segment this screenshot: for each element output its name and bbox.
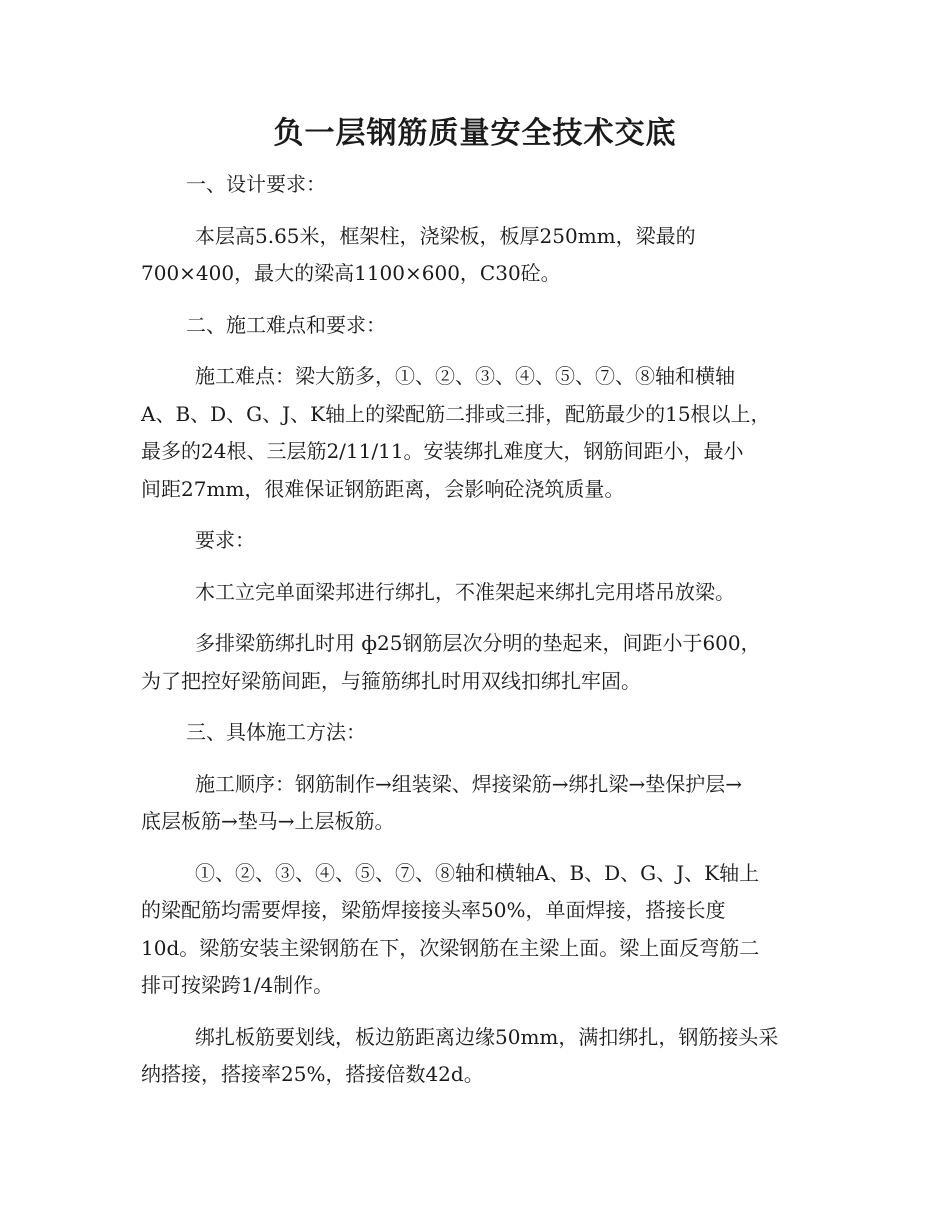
paragraph-requirement-2: 多排梁筋绑扎时用 ф25钢筋层次分明的垫起来，间距小于600， 为了把控好梁筋间距，与箍筋绑扎时用双线扣绑扎牢固。 [141, 631, 761, 693]
paragraph-difficulties: 施工难点：梁大筋多，①、②、③、④、⑤、⑦、⑧轴和横轴 A、B、D、G、J、K轴上的梁配筋二排或三排，配筋最少的15根以上， 最多的24根、三层筋2/11/11。安装绑扎难度大，钢筋间距小，最小 间距27mm，很难保证钢筋距离，会影响砼浇筑质量。 [141, 364, 771, 501]
paragraph-requirement-1: 木工立完单面梁邦进行绑扎，不准架起来绑扎完用塔吊放梁。 [195, 579, 735, 604]
paragraph-requirements-label: 要求： [195, 528, 255, 552]
section-heading-method: 三、具体施工方法： [186, 720, 366, 744]
document-body [141, 166, 813, 1094]
section-heading-difficulties: 二、施工难点和要求： [186, 312, 386, 337]
paragraph-slab-rebar: 绑扎板筋要划线，板边筋距离边缘50mm，满扣绑扎，钢筋接头采 纳搭接，搭接率25%，搭接倍数42d。 [141, 1024, 779, 1086]
section-heading-design: 一、设计要求： [186, 172, 326, 196]
paragraph-welding: ①、②、③、④、⑤、⑦、⑧轴和横轴A、B、D、G、J、K轴上 的梁配筋均需要焊接，梁筋焊接接头率50%，单面焊接，搭接长度 10d。梁筋安装主梁钢筋在下，次梁钢筋在主梁上面。梁上面反弯筋二 排可按梁跨1/4制作。 [141, 860, 760, 997]
paragraph-design-spec: 本层高5.65米，框架柱，浇梁板，板厚250mm，梁最的 700×400，最大的梁高1100×600，C30砼。 [141, 223, 696, 285]
paragraph-sequence: 施工顺序：钢筋制作→组装梁、焊接梁筋→绑扎梁→垫保护层→ 底层板筋→垫马→上层板筋。 [141, 771, 743, 833]
document-title: 负一层钢筋质量安全技术交底 [273, 116, 677, 151]
